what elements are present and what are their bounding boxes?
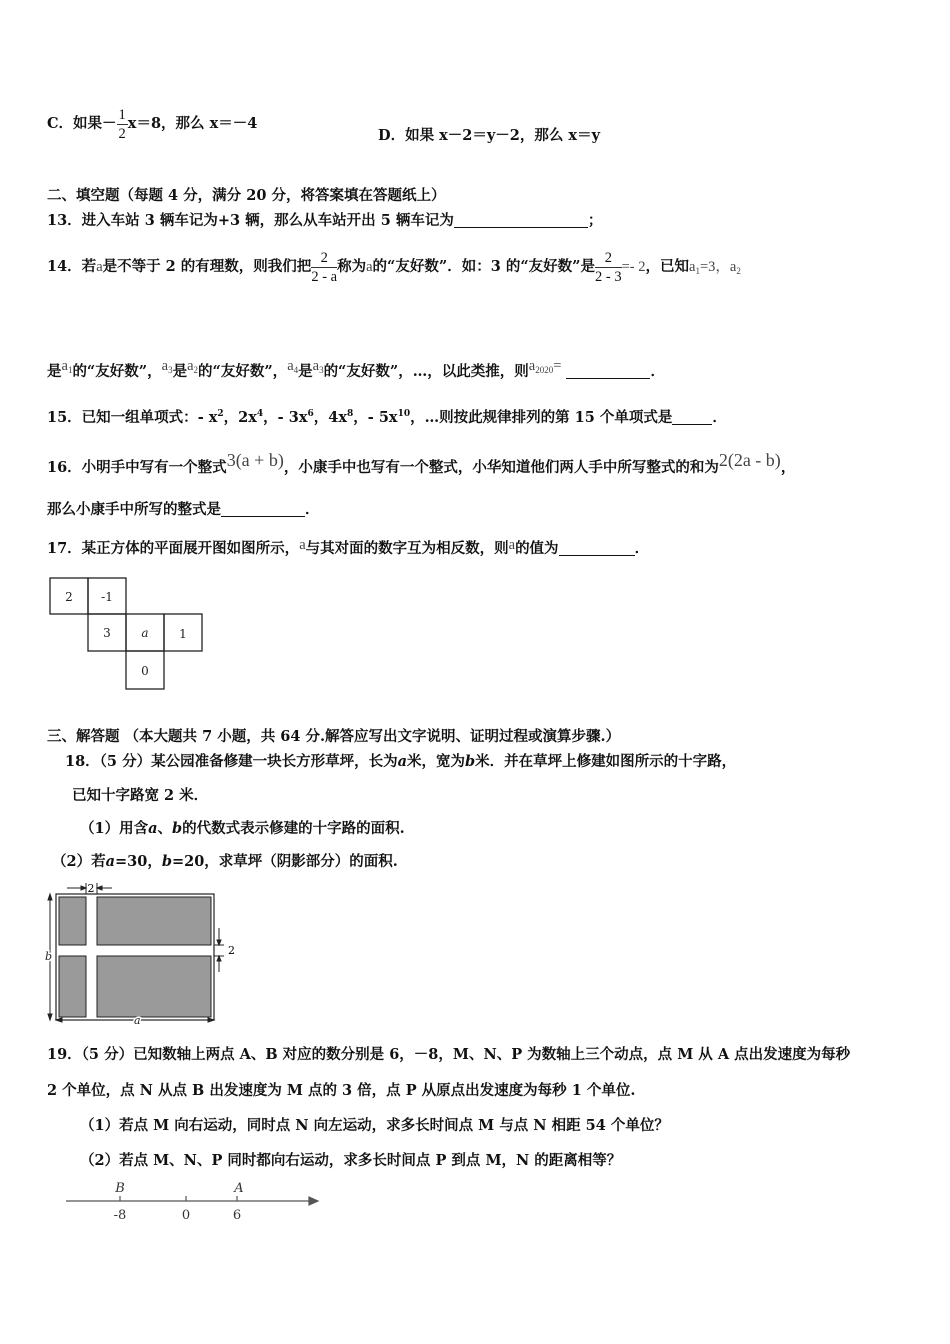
- q15: 15．已知一组单项式：- $x^2$，$2x^4$，- $3x^6$，$4x^8$，- $5x^{10}$，…则按此规律排列的第 15 个单项式是 ．: [47, 409, 727, 426]
- cube-net-figure: [48, 576, 208, 694]
- net-cell-label: 1: [179, 627, 187, 641]
- number-line-figure: [62, 1176, 324, 1226]
- q18-line1: 18．（5 分）某公园准备修建一块长方形草坪，长为a米，宽为b米．并在草坪上修建如图所示的十字路，: [65, 753, 737, 770]
- answer-blank[interactable]: [566, 364, 650, 379]
- section3-title: 三、解答题 （本大题共 7 小题，共 64 分.解答应写出文字说明、证明过程或演算步骤.）: [47, 728, 621, 745]
- road-width-label: 2: [87, 882, 95, 895]
- axis-tick-label: 0: [181, 1208, 191, 1223]
- q18-part1: （1）用含a、b的代数式表示修建的十字路的面积.: [80, 820, 405, 837]
- axis-tick-label: 6: [232, 1208, 242, 1223]
- net-cell-label: 0: [141, 664, 149, 678]
- q12-option-d: D．如果 x－2＝y－2，那么 x＝y: [378, 127, 600, 144]
- q16-line2: 那么小康手中所写的整式是 ．: [47, 501, 320, 518]
- q19-part2: （2）若点 M、N、P 同时都向右运动，求多长时间点 P 到点 M，N 的距离相等？: [80, 1152, 622, 1169]
- q18-part2: （2）若a=30，b=20，求草坪（阴影部分）的面积.: [52, 853, 398, 870]
- q19-part1: （1）若点 M 向右运动，同时点 N 向左运动，求多长时间点 M 与点 N 相距 54 个单位？: [80, 1117, 669, 1134]
- q16-line1: 16．小明手中写有一个整式3(a + b)，小康手中也写有一个整式，小华知道他们两人手中所写整式的和为2(2a - b)，: [47, 450, 796, 476]
- answer-blank[interactable]: [672, 410, 712, 425]
- axis-tick-label: -8: [113, 1208, 127, 1223]
- net-cell-label: a: [141, 626, 149, 640]
- length-a-label: a: [134, 1014, 141, 1025]
- section2-title: 二、填空题（每题 4 分，满分 20 分，将答案填在答题纸上）: [47, 187, 446, 204]
- net-cell-label: 3: [103, 626, 111, 640]
- answer-blank[interactable]: [454, 213, 588, 228]
- axis-label-a: A: [234, 1181, 244, 1196]
- fraction: $\frac{1}{2}$: [118, 106, 126, 142]
- answer-blank[interactable]: [559, 541, 635, 556]
- q12-option-c: C．如果－ $\frac{1}{2}$ x＝8，那么 x＝－4: [47, 106, 258, 142]
- width-b-label: b: [45, 950, 53, 963]
- fraction: $\frac{2}{2 - 3}$: [595, 249, 622, 285]
- answer-blank[interactable]: [221, 502, 305, 517]
- q17: 17．某正方体的平面展开图如图所示，a与其对面的数字互为相反数，则a的值为 ．: [47, 537, 650, 557]
- road-width-label: 2: [228, 944, 235, 957]
- fraction: $\frac{2}{2 - a}$: [311, 249, 338, 285]
- q14-line2: 是$a_1$的“友好数”，$a_3$是$a_2$的“友好数”，$a_4$是$a_3$的“友好数”，…，以此类推，则$a_{2020}=$ ．: [47, 358, 665, 380]
- net-cell-label: -1: [101, 590, 113, 604]
- lawn-figure: [42, 880, 242, 1025]
- axis-label-b: B: [115, 1181, 125, 1196]
- net-cell-label: 2: [65, 590, 73, 604]
- q14-line1: 14．若a是不等于 2 的有理数，则我们把 $\frac{2}{2 - a}$ 称为a的“友好数”．如：3 的“友好数”是 $\frac{2}{2 - 3}$ =- 2，已知$a_1=3$，$a_2$: [47, 249, 741, 285]
- q19-line1: 19．（5 分）已知数轴上两点 A、B 对应的数分别是 6，－8，M、N、P 为数轴上三个动点，点 M 从 A 点出发速度为每秒: [47, 1046, 851, 1063]
- q18-line2: 已知十字路宽 2 米．: [72, 787, 209, 804]
- q19-line2: 2 个单位，点 N 从点 B 出发速度为 M 点的 3 倍，点 P 从原点出发速度为每秒 1 个单位.: [47, 1082, 636, 1099]
- q13: 13．进入车站 3 辆车记为+3 辆，那么从车站开出 5 辆车记为 ；: [47, 212, 603, 229]
